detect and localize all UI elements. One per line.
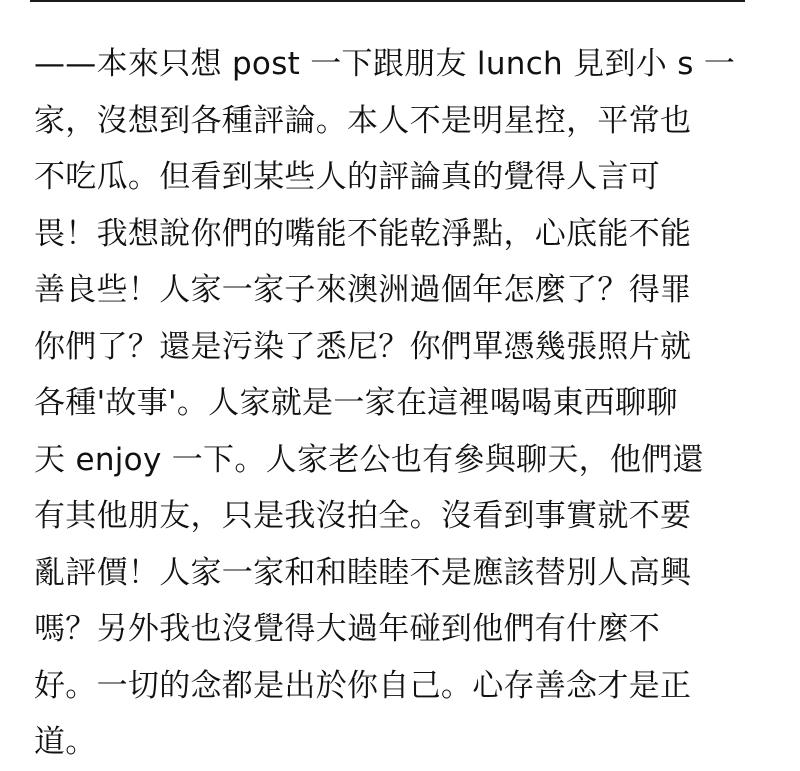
text-line: 天 enjoy 一下。人家老公也有參與聊天，他們還 <box>34 441 704 478</box>
text-line: 嗎？另外我也沒覺得大過年碰到他們有什麼不 <box>34 611 660 647</box>
text-line: 家，沒想到各種評論。本人不是明星控，平常也 <box>34 102 692 139</box>
text-line: 不吃瓜。但看到某些人的評論真的覺得人言可 <box>34 159 660 195</box>
text-line: 各種'故事'。人家就是一家在這裡喝喝東西聊聊 <box>34 385 678 421</box>
top-divider <box>30 0 745 8</box>
text-line: 道。 <box>34 724 97 760</box>
text-line: ——本來只想 post 一下跟朋友 lunch 見到小 s 一 <box>34 46 736 82</box>
post-body <box>34 36 764 771</box>
text-line: 好。一切的念都是出於你自己。心存善念才是正 <box>34 667 692 704</box>
text-line: 有其他朋友，只是我沒拍全。沒看到事實就不要 <box>34 498 692 534</box>
text-line: 亂評價！人家一家和和睦睦不是應該替別人高興 <box>34 554 692 591</box>
text-line: 善良些！人家一家子來澳洲過個年怎麼了？得罪 <box>34 272 692 308</box>
text-line: 你們了？還是污染了悉尼？你們單憑幾張照片就 <box>34 328 692 365</box>
text-line: 畏！我想說你們的嘴能不能乾淨點，心底能不能 <box>34 215 692 252</box>
